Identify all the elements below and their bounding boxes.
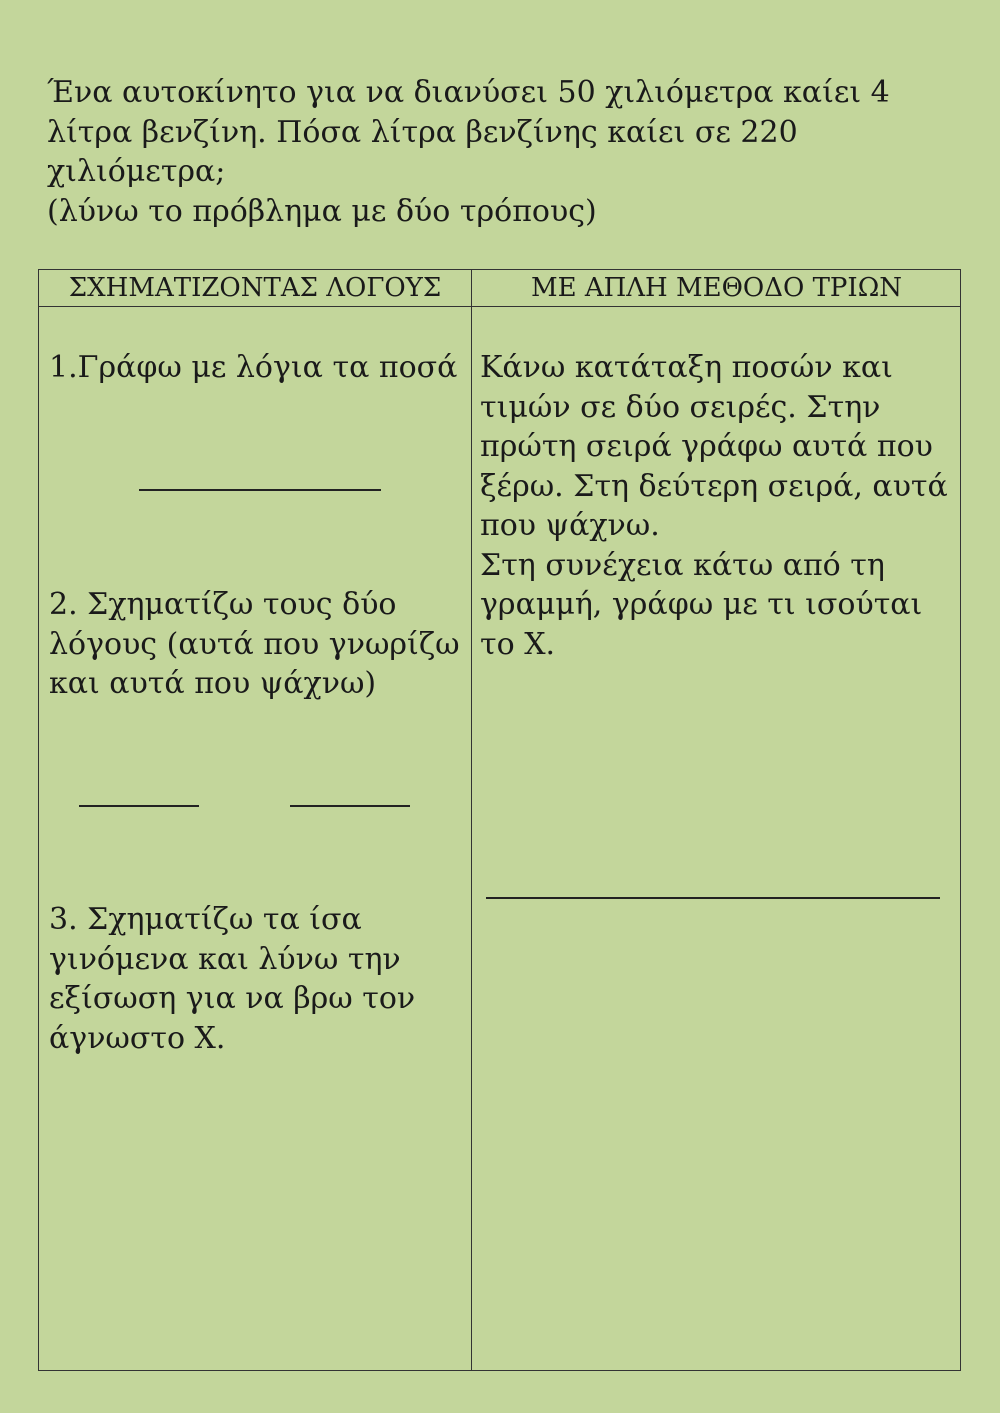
header-rule-of-three: ΜΕ ΑΠΛΗ ΜΕΘΟΔΟ ΤΡΙΩΝ xyxy=(530,273,903,303)
answer-line-quantities[interactable] xyxy=(139,489,381,491)
rule-of-three-instructions xyxy=(480,348,955,664)
problem-statement xyxy=(47,73,947,231)
problem-hint: (λύνω το πρόβλημα με δύο τρόπους) xyxy=(47,193,597,229)
header-ratios-method: ΣΧΗΜΑΤΙΖΟΝΤΑΣ ΛΟΓΟΥΣ xyxy=(68,273,442,303)
step-3-text: 3. Σχηματίζω τα ίσα γινόμενα και λύνω την εξίσωση για να βρω τον άγνωστο Χ. xyxy=(49,902,416,1056)
fraction-line[interactable] xyxy=(486,897,940,899)
answer-line-ratio-known[interactable] xyxy=(79,805,199,807)
answer-line-ratio-unknown[interactable] xyxy=(290,805,410,807)
problem-text: Ένα αυτοκίνητο για να διανύσει 50 χιλιόμετρα καίει 4 λίτρα βενζίνη. Πόσα λίτρα βενζίνης καίει σε 220 χιλιόμετρα; xyxy=(47,75,890,189)
step-2-text: 2. Σχηματίζω τους δύο λόγους (αυτά που γνωρίζω και αυτά που ψάχνω) xyxy=(49,587,460,701)
column-divider xyxy=(471,270,472,1370)
step-1-text: 1.Γράφω με λόγια τα ποσά xyxy=(49,350,458,385)
solution-table xyxy=(38,269,961,1371)
rule-of-three-paragraph-2: Στη συνέχεια κάτω από τη γραμμή, γράφω με τι ισούται το Χ. xyxy=(480,547,923,662)
header-divider xyxy=(39,306,960,307)
rule-of-three-paragraph-1: Κάνω κατάταξη ποσών και τιμών σε δύο σειρές. Στην πρώτη σειρά γράφω αυτά που ξέρω. Στη δεύτερη σειρά, αυτά που ψάχνω. xyxy=(480,350,948,543)
